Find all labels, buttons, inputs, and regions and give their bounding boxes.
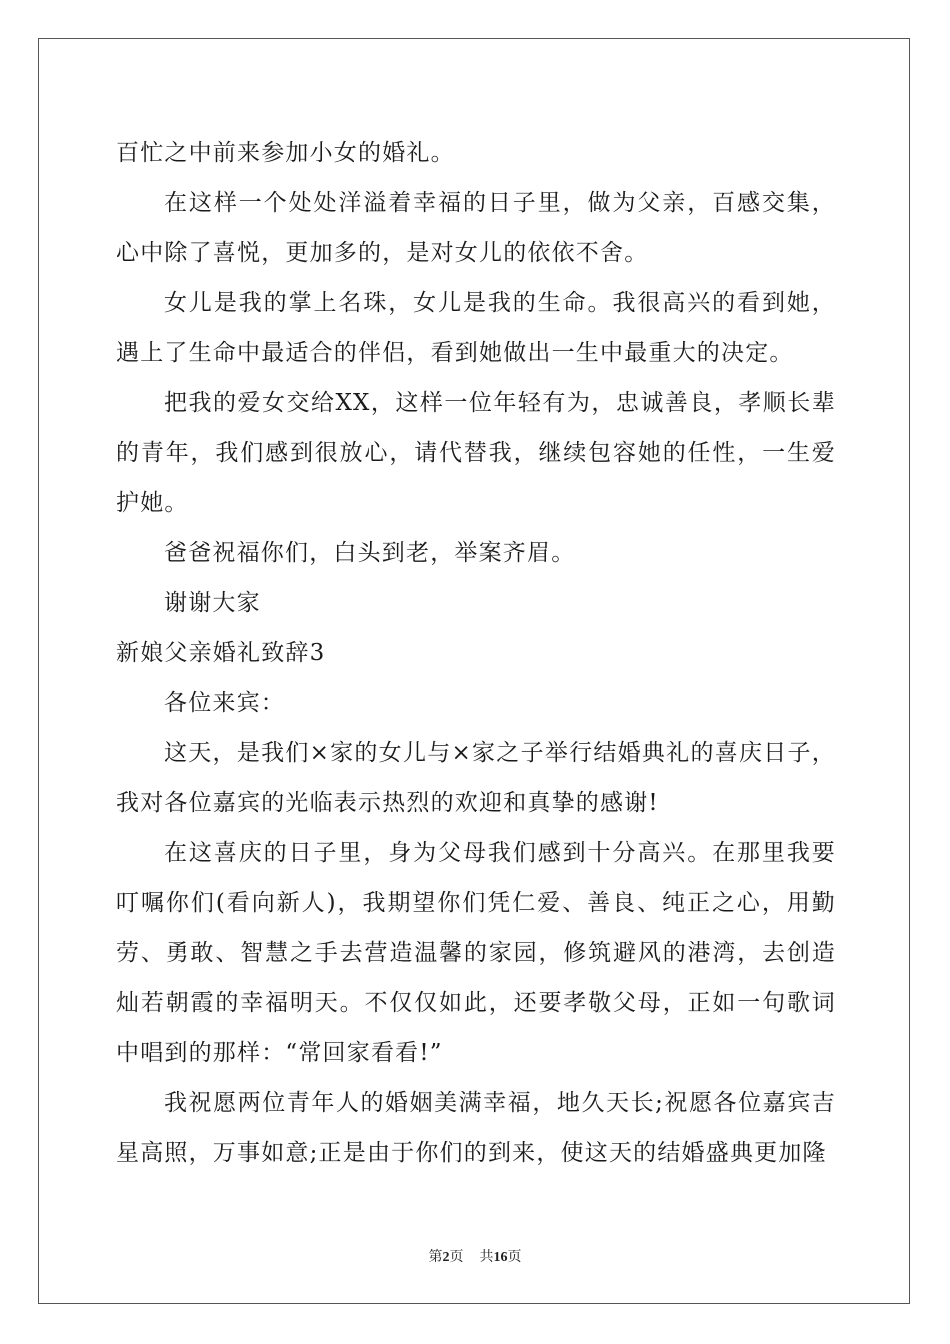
page-suffix: 页 <box>449 1250 464 1265</box>
salutation: 各位来宾： <box>164 690 285 716</box>
paragraph: 爸爸祝福你们，白头到老，举案齐眉。 <box>164 540 576 566</box>
total-pages: 16 <box>493 1250 508 1265</box>
total-suffix: 页 <box>507 1250 522 1265</box>
paragraph: 谢谢大家 <box>164 590 261 616</box>
page-prefix: 第 <box>428 1250 443 1265</box>
paragraph: 女儿是我的掌上名珠，女儿是我的生命。我很高兴的看到她，遇上了生命中最适合的伴侣，看到她做出一生中最重大的决定。 <box>116 290 836 366</box>
section-heading: 新娘父亲婚礼致辞3 <box>116 640 326 666</box>
total-prefix: 共 <box>479 1250 494 1265</box>
paragraph: 百忙之中前来参加小女的婚礼。 <box>116 140 455 166</box>
page-footer <box>0 1246 950 1266</box>
paragraph: 我祝愿两位青年人的婚姻美满幸福，地久天长;祝愿各位嘉宾吉星高照，万事如意;正是由于你们的到来，使这天的结婚盛典更加隆 <box>116 1090 836 1166</box>
paragraph: 在这样一个处处洋溢着幸福的日子里，做为父亲，百感交集，心中除了喜悦，更加多的，是对女儿的依依不舍。 <box>116 190 836 266</box>
paragraph: 这天，是我们×家的女儿与×家之子举行结婚典礼的喜庆日子，我对各位嘉宾的光临表示热烈的欢迎和真挚的感谢! <box>116 740 836 816</box>
paragraph: 在这喜庆的日子里，身为父母我们感到十分高兴。在那里我要叮嘱你们(看向新人)，我期望你们凭仁爱、善良、纯正之心，用勤劳、勇敢、智慧之手去营造温馨的家园，修筑避风的港湾，去创造灿若朝霞的幸福明天。不仅仅如此，还要孝敬父母，正如一句歌词中唱到的那样：“常回家看看!” <box>116 840 836 1066</box>
document-body <box>116 128 836 1178</box>
paragraph: 把我的爱女交给XX，这样一位年轻有为，忠诚善良，孝顺长辈的青年，我们感到很放心，请代替我，继续包容她的任性，一生爱护她。 <box>116 390 836 516</box>
page-number: 2 <box>442 1250 450 1265</box>
